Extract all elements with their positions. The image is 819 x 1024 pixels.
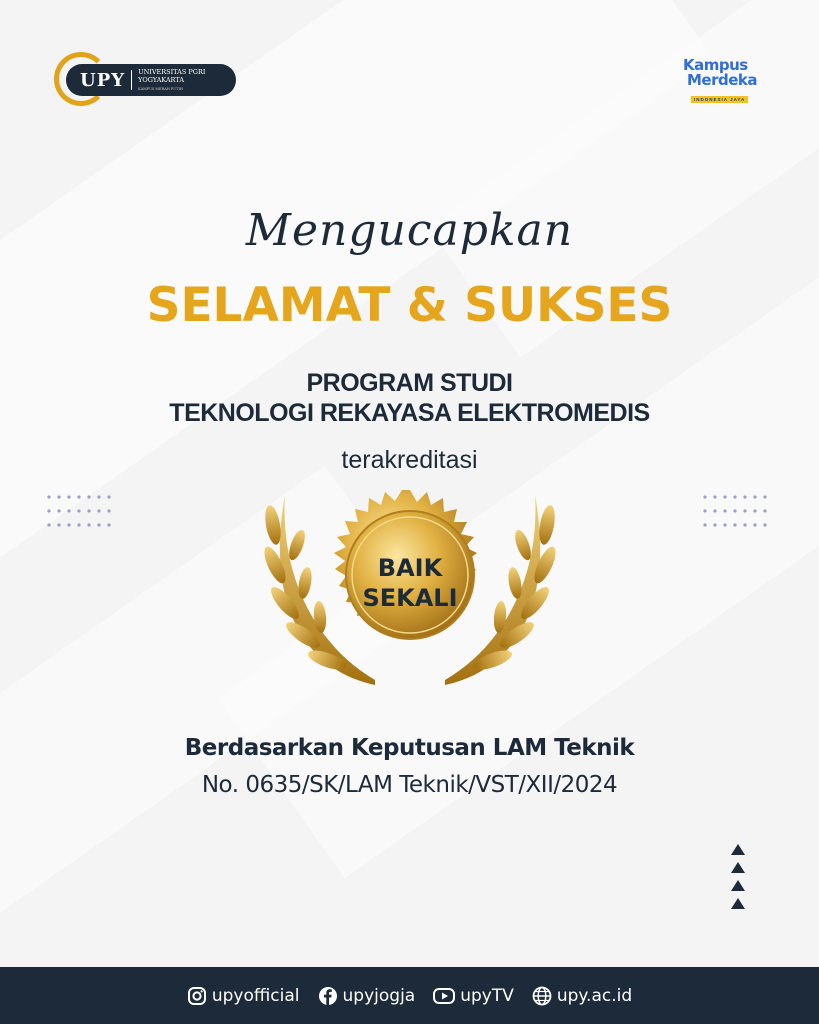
badge-line1: BAIK bbox=[377, 554, 443, 582]
program-line1: PROGRAM STUDI bbox=[306, 369, 513, 397]
logo-line1: UNIVERSITAS PGRI bbox=[138, 67, 206, 76]
status-label: terakreditasi bbox=[341, 446, 478, 474]
script-heading: Mengucapkan bbox=[245, 205, 574, 256]
footer-instagram[interactable] bbox=[187, 986, 300, 1006]
footer-youtube[interactable] bbox=[433, 986, 514, 1006]
dot-pattern-right bbox=[702, 494, 774, 528]
footer-facebook[interactable] bbox=[318, 986, 416, 1006]
footer-website[interactable] bbox=[532, 986, 632, 1006]
logo-abbr: UPY bbox=[80, 69, 126, 91]
footer-bar bbox=[0, 967, 819, 1024]
partner-word1: Kampus bbox=[683, 56, 748, 74]
logo-bar bbox=[66, 64, 236, 96]
facebook-icon bbox=[318, 986, 338, 1006]
youtube-handle: upyTV bbox=[460, 985, 514, 1006]
logo-names bbox=[138, 68, 205, 93]
award-badge bbox=[245, 485, 575, 700]
partner-tagline: INDONESIA JAYA bbox=[691, 96, 748, 103]
decree-basis: Berdasarkan Keputusan LAM Teknik bbox=[184, 735, 635, 761]
instagram-handle: upyofficial bbox=[211, 985, 300, 1006]
program-title bbox=[0, 368, 819, 428]
upy-logo bbox=[54, 52, 239, 108]
badge-line2: SEKALI bbox=[362, 584, 458, 612]
logo-tagline: KAMPUS MERAH PUTIH bbox=[138, 86, 183, 91]
logo-line2: YOGYAKARTA bbox=[138, 75, 185, 84]
website-url: upy.ac.id bbox=[556, 985, 633, 1006]
decree-number: No. 0635/SK/LAM Teknik/VST/XII/2024 bbox=[201, 772, 618, 798]
kampus-merdeka-logo bbox=[683, 58, 773, 102]
instagram-icon bbox=[187, 986, 207, 1006]
dot-pattern-left bbox=[46, 494, 118, 528]
main-headline: SELAMAT & SUKSES bbox=[146, 278, 673, 333]
badge-label bbox=[245, 553, 575, 613]
partner-word2: Merdeka bbox=[687, 71, 758, 89]
facebook-handle: upyjogja bbox=[342, 985, 416, 1006]
program-line2: TEKNOLOGI REKAYASA ELEKTROMEDIS bbox=[169, 399, 650, 427]
globe-icon bbox=[532, 986, 552, 1006]
youtube-icon bbox=[433, 986, 455, 1006]
arrow-up-icons bbox=[729, 843, 747, 913]
